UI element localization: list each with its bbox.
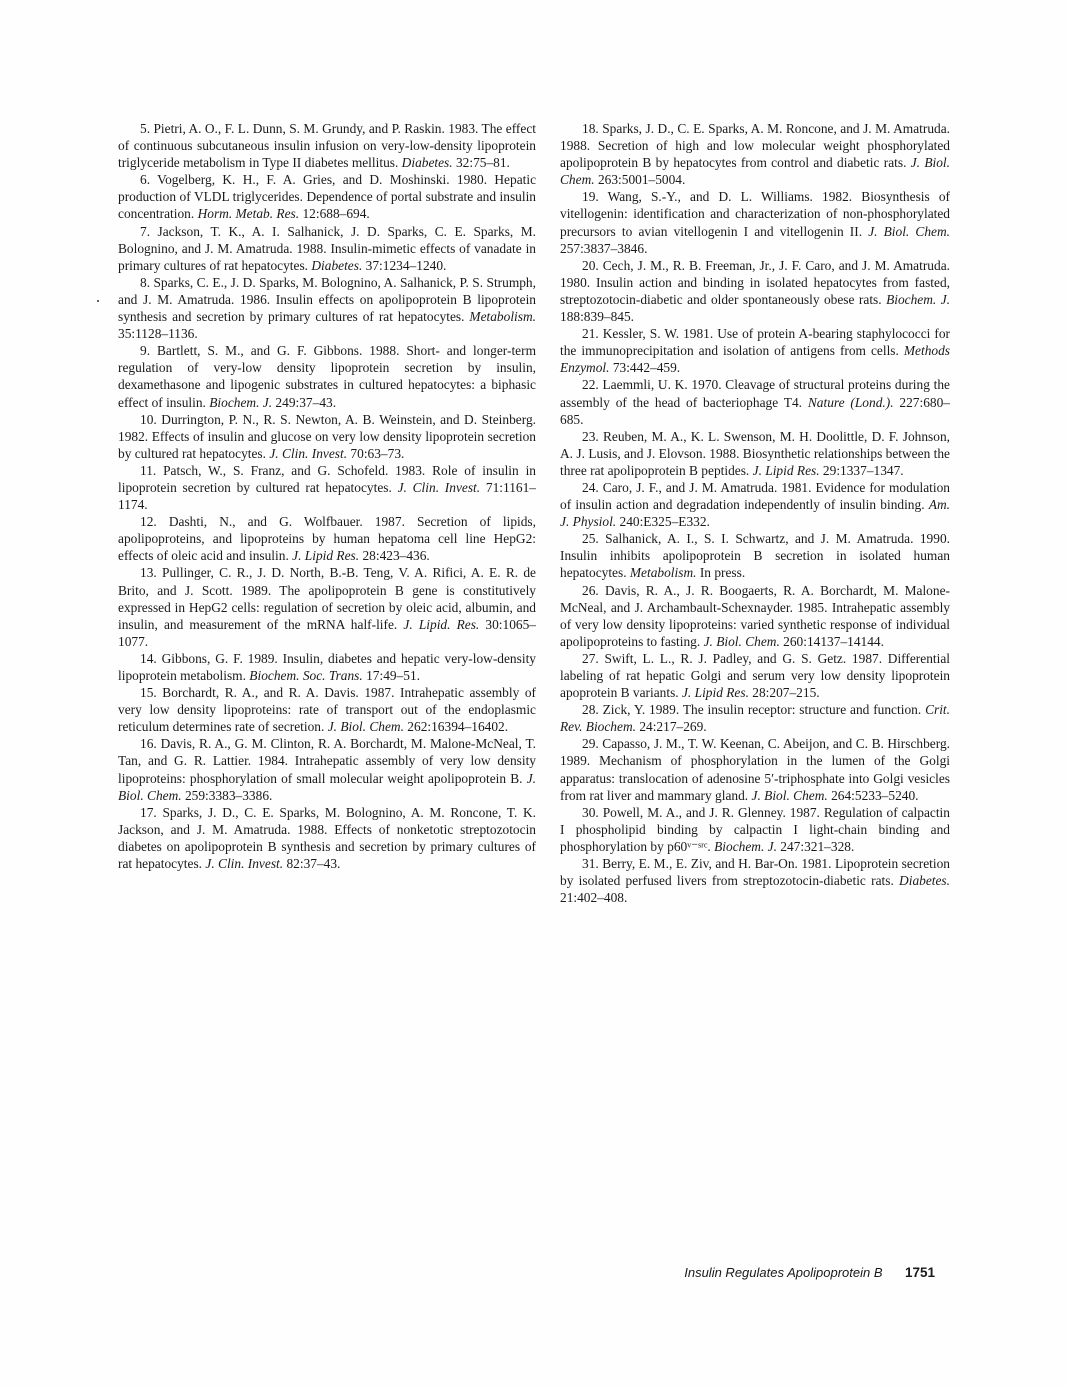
reference-citation: 37:1234–1240. (362, 257, 447, 273)
reference-title: Secretion of lipids, apolipoproteins, and lipoproteins by human hepatoma cell line HepG2: effects of oleic acid and insulin. (118, 514, 536, 564)
reference-number: 27. (582, 650, 599, 666)
reference-citation: 240:E325–E332. (616, 514, 710, 530)
reference-citation: 82:37–43. (283, 856, 341, 872)
reference-authors: Sparks, C. E., J. D. Sparks, M. Bolognino, A. Salhanick, P. S. Strumph, and J. M. Amatruda. 1986. (118, 274, 536, 307)
reference-journal: Diabetes. (899, 873, 950, 889)
reference-title: Insulin inhibits apolipoprotein B secretion in isolated human hepatocytes. (560, 548, 950, 581)
reference-number: 12. (140, 514, 157, 530)
reference-journal: Nature (Lond.). (807, 394, 894, 410)
reference-authors: Vogelberg, K. H., F. A. Gries, and D. Moshinski. 1980. (157, 172, 488, 188)
page-number: 1751 (904, 1265, 935, 1280)
reference-authors: Sparks, J. D., C. E. Sparks, M. Bolognino, A. M. Roncone, T. K. Jackson, and J. M. Amatruda. 1988. (118, 804, 536, 837)
reference-title: Biosynthesis of vitellogenin: identification and characterization of non-phosphorylated precursors to avian vitellogenin I and vitellogenin II. (560, 189, 950, 239)
reference-number: 8. (140, 274, 151, 290)
reference-entry (560, 376, 950, 427)
reference-citation: 28:207–215. (748, 685, 820, 701)
reference-number: 21. (582, 326, 599, 342)
reference-authors: Berry, E. M., E. Ziv, and H. Bar-On. 1981. (602, 856, 832, 872)
running-title: Insulin Regulates Apolipoprotein B (684, 1265, 883, 1280)
reference-citation: 264:5233–5240. (827, 787, 919, 803)
reference-authors: Sparks, J. D., C. E. Sparks, A. M. Roncone, and J. M. Amatruda. 1988. (560, 121, 950, 154)
reference-title: Role of insulin in lipoprotein secretion by cultured rat hepatocytes. (118, 462, 536, 495)
reference-journal: Diabetes. (311, 257, 363, 273)
reference-authors: Caro, J. F., and J. M. Amatruda. 1981. (602, 479, 812, 495)
reference-journal: J. Lipid Res. (292, 548, 360, 564)
reference-journal: J. Clin. Invest. (205, 856, 284, 872)
reference-citation: 70:63–73. (347, 445, 405, 461)
reference-journal: Crit. Rev. Biochem. (560, 702, 950, 735)
reference-entry (560, 257, 950, 325)
reference-authors: Davis, R. A., G. M. Clinton, R. A. Borchardt, M. Malone-McNeal, T. Tan, and G. R. Lattier. 1984. (118, 736, 536, 769)
reference-title: Lipoprotein secretion by isolated perfused livers from streptozotocin-diabetic rats. (560, 856, 950, 889)
reference-number: 6. (140, 172, 151, 188)
reference-title: Intrahepatic assembly of very low density lipoproteins: rate of transport out of the endoplasmic reticulum determines rate of secretion. (118, 685, 536, 735)
reference-authors: Davis, R. A., J. R. Boogaerts, R. A. Borchardt, M. Malone-McNeal, and J. Archambault-Schexnayder. 1985. (560, 582, 950, 615)
reference-authors: Jackson, T. K., A. I. Salhanick, J. D. Sparks, C. E. Sparks, M. Bolognino, and J. M. Amatruda. 1988. (118, 223, 536, 256)
reference-number: 20. (582, 257, 599, 273)
reference-number: 24. (582, 479, 599, 495)
reference-title: Differential labeling of rat hepatic Golgi and serum very low density lipoprotein apoprotein B variants. (560, 650, 950, 701)
reference-authors: Cech, J. M., R. B. Freeman, Jr., J. F. Caro, and J. M. Amatruda. 1980. (560, 257, 950, 290)
reference-authors: Laemmli, U. K. 1970. (602, 377, 722, 393)
reference-number: 9. (140, 343, 151, 359)
reference-authors: Pietri, A. O., F. L. Dunn, S. M. Grundy, and P. Raskin. 1983. (153, 121, 479, 136)
reference-journal: Horm. Metab. Res. (197, 206, 300, 222)
reference-journal: J. Clin. Invest. (397, 479, 481, 495)
references-left-column (118, 120, 536, 872)
reference-journal: J. Biol. Chem. (118, 770, 536, 803)
reference-entry (118, 564, 536, 649)
reference-entry (118, 462, 536, 513)
reference-journal: Biochem. J. (714, 838, 777, 854)
reference-entry (560, 855, 950, 906)
reference-citation: 188:839–845. (560, 309, 635, 325)
reference-journal: J. Lipid Res. (681, 685, 749, 701)
reference-authors: Patsch, W., S. Franz, and G. Schofeld. 1983. (163, 462, 426, 478)
reference-title: Biosynthetic relationships between the three rat apolipoprotein B peptides. (560, 445, 950, 478)
reference-title: Evidence for modulation of insulin action and degradation independently of insulin binding. (560, 479, 950, 513)
reference-authors: Durrington, P. N., R. S. Newton, A. B. Weinstein, and D. Steinberg. 1982. (118, 411, 536, 444)
reference-journal: J. Clin. Invest. (269, 445, 348, 461)
reference-number: 14. (140, 650, 157, 666)
reference-citation: 227:680–685. (560, 394, 950, 427)
reference-title: Insulin action and binding in isolated hepatocytes from fasted, streptozotocin-diabetic and older spontaneously obese rats. (560, 274, 950, 307)
reference-entry (118, 171, 536, 222)
reference-entry (118, 513, 536, 564)
reference-journal: J. Biol. Chem. (327, 719, 404, 735)
reference-title: Effects of insulin and glucose on very low density lipoprotein secretion by cultured rat hepatocytes. (118, 428, 536, 461)
reference-title: Intrahepatic assembly of very low density lipoproteins: varied synthetic response of individual apolipoproteins to fasting. (560, 599, 950, 649)
reference-citation: 29:1337–1347. (819, 462, 904, 478)
reference-title: Insulin-mimetic effects of vanadate in primary cultures of rat hepatocytes. (118, 240, 536, 273)
reference-entry (560, 479, 950, 530)
reference-entry (118, 342, 536, 410)
reference-journal: Biochem. Soc. Trans. (249, 668, 363, 683)
reference-title: Use of protein A-bearing staphylococci for the immunoprecipitation and isolation of antigens from cells. (560, 326, 950, 359)
reference-entry (118, 411, 536, 462)
reference-title: Short- and longer-term regulation of very-low density lipoprotein secretion by insulin, dexamethasone and lipogenic substrates in cultured hepatocytes: a biphasic effect of insulin. (118, 343, 536, 410)
reference-citation: 73:442–459. (609, 360, 681, 376)
reference-journal: J. Biol. Chem. (703, 633, 780, 649)
references-right-column (560, 120, 950, 906)
reference-entry (560, 804, 950, 855)
reference-entry (118, 223, 536, 274)
reference-journal: J. Biol. Chem. (751, 787, 828, 803)
reference-number: 26. (582, 582, 599, 598)
reference-entry (560, 530, 950, 581)
reference-title: Intrahepatic assembly of very low density lipoproteins: phosphorylation of small molecular weight apolipoprotein B. (118, 753, 537, 786)
reference-number: 30. (582, 804, 599, 820)
reference-title: Regulation of calpactin I phospholipid binding by calpactin I light-chain binding and phosphorylation by p60ᵛ⁻ˢʳᶜ. (560, 804, 950, 854)
reference-citation: 257:3837–3846. (560, 240, 648, 256)
reference-citation: 21:402–408. (560, 890, 628, 906)
reference-authors: Gibbons, G. F. 1989. (161, 650, 278, 666)
reference-citation: 35:1128–1136. (118, 326, 198, 342)
reference-authors: Bartlett, S. M., and G. F. Gibbons. 1988. (157, 343, 400, 359)
reference-journal: Am. J. Physiol. (560, 497, 950, 530)
reference-number: 19. (582, 189, 599, 205)
page-footer (684, 1264, 935, 1282)
reference-entry (560, 735, 950, 803)
reference-journal: J. Biol. Chem. (868, 223, 950, 239)
reference-journal: Biochem. J. (209, 394, 273, 410)
reference-authors: Borchardt, R. A., and R. A. Davis. 1987. (162, 685, 395, 701)
reference-authors: Swift, L. L., R. J. Padley, and G. S. Getz. 1987. (604, 650, 883, 666)
reference-number: 29. (582, 736, 599, 752)
reference-citation: 263:5001–5004. (594, 172, 686, 188)
reference-authors: Powell, M. A., and J. R. Glenney. 1987. (602, 804, 820, 820)
reference-citation: 12:688–694. (299, 206, 370, 222)
reference-title: Effects of nonketotic streptozotocin diabetes on apolipoprotein B synthesis and secretion by primary cultures of rat hepatocytes. (118, 821, 536, 872)
reference-entry (118, 120, 536, 171)
reference-number: 15. (140, 685, 157, 701)
reference-title: The insulin receptor: structure and function. (679, 702, 926, 718)
reference-entry (118, 804, 536, 872)
reference-citation: 17:49–51. (362, 668, 421, 683)
reference-citation: 30:1065–1077. (118, 616, 537, 649)
reference-authors: Salhanick, A. I., S. I. Schwartz, and J. M. Amatruda. 1990. (605, 531, 950, 547)
reference-authors: Capasso, J. M., T. W. Keenan, C. Abeijon, and C. B. Hirschberg. 1989. (560, 736, 950, 769)
reference-entry (560, 650, 950, 701)
reference-citation: 71:1161–1174. (118, 479, 536, 513)
reference-title: Secretion of high and low molecular weight phosphorylated apolipoprotein B by hepatocytes from control and diabetic rats. (560, 138, 950, 171)
reference-entry (118, 650, 536, 684)
reference-citation: 259:3383–3386. (181, 787, 273, 803)
reference-number: 16. (140, 736, 157, 752)
reference-journal: J. Lipid. Res. (403, 616, 480, 632)
reference-journal: Metabolism. (629, 565, 697, 581)
reference-journal: Biochem. J. (886, 291, 951, 307)
reference-journal: J. Lipid Res. (752, 462, 820, 478)
reference-number: 22. (582, 377, 599, 393)
reference-number: 7. (140, 223, 151, 239)
reference-citation: In press. (696, 565, 746, 581)
reference-number: 11. (140, 462, 157, 478)
reference-title: Hepatic production of VLDL triglycerides. Dependence of portal substrate and insulin concentration. (118, 172, 537, 222)
reference-entry (118, 684, 536, 735)
reference-entry (560, 428, 950, 479)
reference-title: The apolipoprotein B gene is constitutively expressed in HepG2 cells: regulation of secretion by oleic acid, albumin, and insulin, and measurement of the mRNA half-life. (118, 582, 536, 632)
reference-authors: Wang, S.-Y., and D. L. Williams. 1982. (607, 189, 853, 205)
reference-entry (560, 120, 950, 188)
reference-entry (118, 274, 536, 342)
reference-title: Cleavage of structural proteins during the assembly of the head of bacteriophage T4. (560, 377, 950, 410)
reference-number: 18. (582, 121, 599, 136)
reference-entry (118, 735, 536, 803)
reference-citation: 247:321–328. (776, 838, 855, 854)
reference-number: 23. (582, 428, 599, 444)
reference-citation: 24:217–269. (635, 719, 707, 735)
reference-authors: Zick, Y. 1989. (602, 702, 680, 718)
reference-entry (560, 582, 950, 650)
reference-journal: Diabetes. (401, 155, 453, 171)
reference-number: 28. (582, 702, 599, 718)
reference-entry (560, 701, 950, 735)
reference-entry (560, 325, 950, 376)
reference-authors: Dashti, N., and G. Wolfbauer. 1987. (168, 514, 405, 530)
reference-title: Insulin effects on apolipoprotein B lipoprotein synthesis and secretion by primary cultures of rat hepatocytes. (118, 291, 536, 325)
reference-title: The effect of continuous subcutaneous insulin infusion on very-low-density lipoprotein triglyceride metabolism in Type II diabetes mellitus. (118, 121, 536, 171)
stray-dot-mark (97, 300, 99, 302)
reference-title: Mechanism of phosphorylation in the lumen of the Golgi apparatus: translocation of adenosine 5′-triphosphate into Golgi vesicles from rat liver and mammary gland. (560, 753, 950, 803)
reference-authors: Reuben, M. A., K. L. Swenson, M. H. Doolittle, D. F. Johnson, A. J. Lusis, and J. Elovson. 1988. (560, 428, 950, 461)
reference-number: 5. (140, 121, 151, 136)
reference-number: 25. (582, 531, 599, 547)
reference-journal: Methods Enzymol. (560, 343, 950, 376)
reference-citation: 260:14137–14144. (779, 633, 884, 649)
reference-number: 13. (140, 565, 157, 581)
reference-citation: 32:75–81. (452, 155, 510, 171)
reference-title: Insulin, diabetes and hepatic very-low-density lipoprotein metabolism. (118, 650, 536, 683)
reference-number: 31. (582, 856, 599, 872)
reference-number: 17. (140, 804, 157, 820)
reference-citation: 28:423–436. (359, 548, 430, 564)
reference-citation: 262:16394–16402. (403, 719, 509, 735)
reference-journal: J. Biol. Chem. (560, 155, 950, 188)
reference-entry (560, 188, 950, 256)
reference-authors: Kessler, S. W. 1981. (602, 326, 714, 342)
reference-journal: Metabolism. (469, 309, 536, 325)
reference-number: 10. (140, 411, 157, 427)
reference-citation: 249:37–43. (272, 394, 337, 410)
reference-authors: Pullinger, C. R., J. D. North, B.-B. Teng, V. A. Rifici, A. E. R. de Brito, and J. Scott. 1989. (118, 565, 536, 598)
